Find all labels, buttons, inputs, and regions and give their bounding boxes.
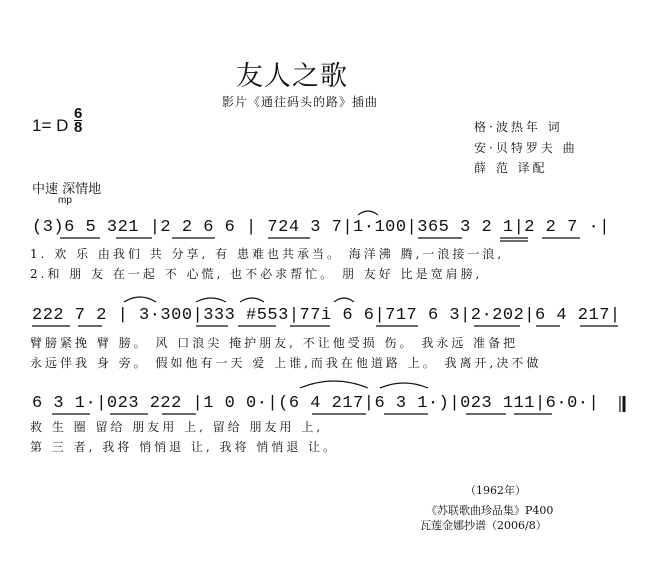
slur xyxy=(358,211,378,215)
footer-year: （1962年） xyxy=(465,484,526,497)
footer-transcriber: 瓦莲金娜抄谱（2006/8） xyxy=(420,519,547,532)
footer-source: 《苏联歌曲珍品集》P400 xyxy=(426,504,554,517)
translator-credit: 薛 范 译配 xyxy=(474,161,548,175)
key-signature: 1= D xyxy=(32,116,69,135)
slur xyxy=(380,383,428,388)
slur xyxy=(240,298,264,302)
notation-line-2: 222 7 2 | 3·300|333 #553|77i 6 6|717 6 3|2·202|6 4 217| xyxy=(32,306,621,325)
slur xyxy=(196,298,226,302)
lyric-line-1-verse-2: 2.和 朋 友 在一起 不 心慌, 也不必求帮忙。 朋 友好 比是宽肩膀, xyxy=(30,267,483,281)
lyric-line-3-verse-2: 第 三 者, 我将 悄悄退 让, 我将 悄悄退 让。 xyxy=(30,440,339,454)
lyric-line-3-verse-1: 救 生 圈 留给 朋友用 上, 留给 朋友用 上, xyxy=(30,420,324,434)
slur xyxy=(334,298,354,302)
time-numerator: 6 xyxy=(74,105,83,122)
time-denominator: 8 xyxy=(74,119,83,136)
song-subtitle: 影片《通往码头的路》插曲 xyxy=(222,95,379,109)
notation-line-3: 6 3 1·|023 222 |1 0 0·|(6 4 217|6 3 1·)|023 111|6·0·| xyxy=(32,394,600,413)
composer-credit: 安·贝特罗夫 曲 xyxy=(474,141,578,155)
lyric-line-2-verse-1: 臂膀紧挽 臂 膀。 风 口浪尖 掩护朋友, 不让他受损 伤。 我永远 准备把 xyxy=(30,336,519,350)
lyric-line-2-verse-2: 永远伴我 身 旁。 假如他有一天 爱 上谁,而我在他道路 上。 我离开,决不做 xyxy=(30,356,542,370)
dynamic-marking: mp xyxy=(58,195,72,206)
slur xyxy=(124,297,156,302)
tempo-marking: 中速 深情地 xyxy=(32,182,102,197)
notation-line-1: (3)6 5 321 |2 2 6 6 | 724 3 7|1·100|365 3 2 1|2 2 7 ·| xyxy=(32,218,610,237)
lyric-line-1-verse-1: 1. 欢 乐 由我们 共 分享, 有 患难也共承当。 海洋沸 腾,一浪接一浪, xyxy=(30,247,505,261)
song-title: 友人之歌 xyxy=(236,61,348,92)
slur xyxy=(300,381,368,388)
lyricist-credit: 格·波热年 词 xyxy=(474,120,563,134)
